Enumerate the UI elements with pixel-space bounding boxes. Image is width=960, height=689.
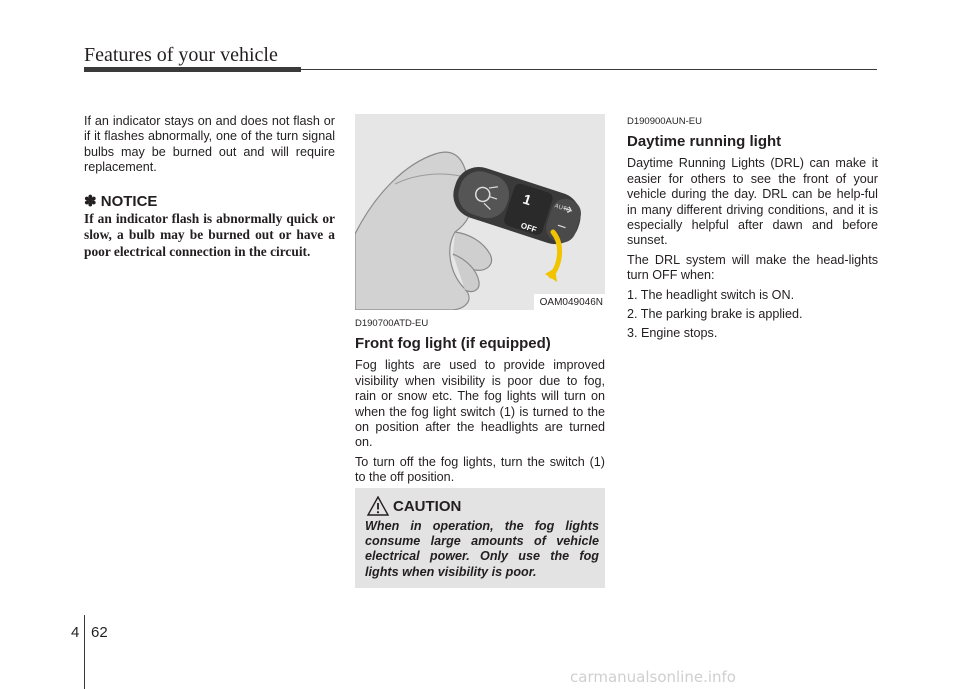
drl-list-item: 2. The parking brake is applied. [627,307,803,322]
drl-section-code: D190900AUN-EU [627,116,702,127]
notice-body: If an indicator flash is abnormally quick or slow, a bulb may be burned out or have a poor electrical connection in the circuit. [84,211,335,259]
fog-paragraph-2: To turn off the fog lights, turn the switch (1) to the off position. [355,454,605,485]
drl-paragraph-1: Daytime Running Lights (DRL) can make it easier for others to see the front of your vehicle during the day. DRL can be help-ful in many different driving conditions, and it is especially helpful after dawn and before sunset. [627,156,878,248]
fog-heading: Front fog light (if equipped) [355,335,551,353]
page-header-title: Features of your vehicle [84,44,278,66]
drl-paragraph-2: The DRL system will make the head-lights turn OFF when: [627,252,878,283]
header-rule-thin [301,69,877,70]
notice-title: ✽ NOTICE [84,192,158,210]
chapter-number: 4 [71,624,80,641]
caution-box [355,488,605,588]
drl-heading: Daytime running light [627,133,782,151]
page-number: 62 [91,624,108,641]
fog-paragraph-1: Fog lights are used to provide improved visibility when visibility is poor due to fog, rain or snow etc. The fog lights will turn on when the fog light switch (1) is turned to the on position after the headlights are turned on. [355,358,605,450]
header-rule [84,67,301,72]
fog-section-code: D190700ATD-EU [355,318,429,329]
indicator-paragraph: If an indicator stays on and does not flash or if it flashes abnormally, one of the turn signal bulbs may be burned out and will require replacement. [84,114,335,175]
left-column [84,114,335,260]
lever-auto-label: AUTO [553,203,572,215]
middle-column [355,114,605,490]
drl-list-item: 3. Engine stops. [627,326,718,341]
lever-number-label: 1 [521,190,534,209]
watermark: carmanualsonline.info [570,668,736,686]
drl-list-item: 1. The headlight switch is ON. [627,287,795,302]
footer-rule [84,615,85,689]
hand-on-lever-illustration [355,114,605,310]
fog-switch-figure [355,114,605,310]
right-column [627,114,878,346]
caution-title: CAUTION [393,497,462,515]
caution-body: When in operation, the fog lights consume large amounts of vehicle electrical power. Only use the fog lights when visibility is poor. [365,519,599,579]
figure-code: OAM049046N [534,294,605,310]
warning-triangle-icon [367,496,389,516]
lever-off-label: OFF [519,221,538,235]
